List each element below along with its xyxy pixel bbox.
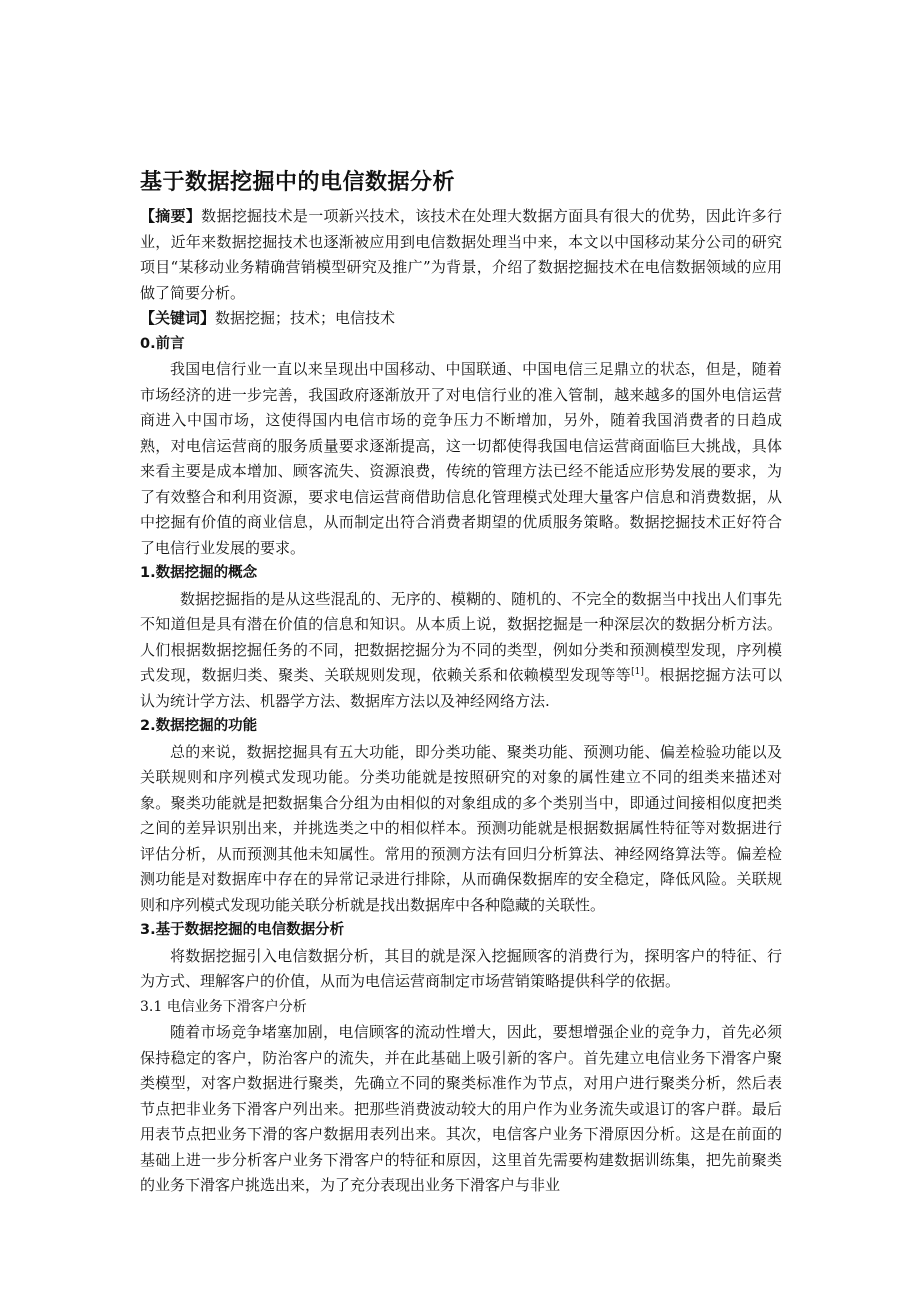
section-heading-analysis: 3.基于数据挖掘的电信数据分析 — [140, 922, 345, 938]
paragraph-concept — [140, 587, 782, 715]
paragraph-function: 总的来说，数据挖掘具有五大功能，即分类功能、聚类功能、预测功能、偏差检验功能以及关联规则和序列模式发现功能。分类功能就是按照研究的对象的属性建立不同的组类来描述对象。聚类功能就是把数据集合分组为由相似的对象组成的多个类别当中，即通过间接相似度把类之间的差异识别出来，并挑选类之中的相似样本。预测功能就是根据数据属性特征等对数据进行评估分析，从而预测其他未知属性。常用的预测方法有回归分析算法、神经网络算法等。偏差检测功能是对数据库中存在的异常记录进行排除，从而确保数据库的安全稳定，降低风险。关联规则和序列模式发现功能关联分析就是找出数据库中各种隐藏的关联性。 — [140, 742, 782, 914]
concept-text-tail: 。根据挖掘方法可以认为统计学方法、机器学方法、数据库方法以及神经网络方法. — [140, 666, 782, 710]
paragraph-analysis: 将数据挖掘引入电信数据分析，其目的就是深入挖掘顾客的消费行为，探明客户的特征、行为方式、理解客户的价值，从而为电信运营商制定市场营销策略提供科学的依据。 — [140, 946, 782, 990]
abstract-label: 【摘要】 — [140, 207, 202, 225]
keywords-paragraph — [140, 306, 782, 332]
paragraph-preface: 我国电信行业一直以来呈现出中国移动、中国联通、中国电信三足鼎立的状态，但是，随着市场经济的进一步完善，我国政府逐渐放开了对电信行业的准入管制，越来越多的国外电信运营商进入中国市场，这使得国内电信市场的竞争压力不断增加，另外，随着我国消费者的日趋成熟，对电信运营商的服务质量要求逐渐提高，这一切都使得我国电信运营商面临巨大挑战，具体来看主要是成本增加、顾客流失、资源浪费，传统的管理方法已经不能适应形势发展的要求，为了有效整合和利用资源，要求电信运营商借助信息化管理模式处理大量客户信息和消费数据，从中挖掘有价值的商业信息，从而制定出符合消费者期望的优质服务策略。数据挖掘技术正好符合了电信行业发展的要求。 — [140, 360, 782, 557]
page-title: 基于数据挖掘中的电信数据分析 — [140, 170, 456, 195]
section-heading-concept: 1.数据挖掘的概念 — [140, 565, 258, 581]
concept-text: 数据挖掘指的是从这些混乱的、无序的、模糊的、随机的、不完全的数据当中找出人们事先不知道但是具有潜在价值的信息和知识。从本质上说，数据挖掘是一种深层次的数据分析方法。人们根据数据挖掘任务的不同，把数据挖掘分为不同的类型，例如分类和预测模型发现，序列模式发现，数据归类、聚类、关联规则发现，依赖关系和依赖模型发现等等 — [140, 589, 782, 684]
abstract-text: 数据挖掘技术是一项新兴技术，该技术在处理大数据方面具有很大的优势，因此许多行业，近年来数据挖掘技术也逐渐被应用到电信数据处理当中来，本文以中国移动某分公司的研究项目“某移动业务精确营销模型研究及推广”为背景，介绍了数据挖掘技术在电信数据领域的应用做了简要分析。 — [140, 207, 782, 302]
keywords-label: 【关键词】 — [140, 309, 216, 327]
document-page — [140, 168, 782, 1199]
keywords-text: 数据挖掘；技术；电信技术 — [215, 309, 396, 327]
subsection-heading-decline: 3.1 电信业务下滑客户分析 — [140, 998, 307, 1015]
abstract-paragraph — [140, 204, 782, 306]
section-heading-function: 2.数据挖掘的功能 — [140, 718, 258, 734]
section-heading-preface: 0.前言 — [140, 335, 185, 352]
citation-ref: [1] — [631, 667, 644, 677]
paragraph-decline: 随着市场竞争堵塞加剧，电信顾客的流动性增大，因此，要想增强企业的竞争力，首先必须保持稳定的客户，防治客户的流失，并在此基础上吸引新的客户。首先建立电信业务下滑客户聚类模型，对客户数据进行聚类，先确立不同的聚类标准作为节点，对用户进行聚类分析，然后表节点把非业务下滑客户列出来。把那些消费波动较大的用户作为业务流失或退订的客户群。最后用表节点把业务下滑的客户数据用表列出来。其次，电信客户业务下滑原因分析。这是在前面的基础上进一步分析客户业务下滑客户的特征和原因，这里首先需要构建数据训练集，把先前聚类的业务下滑客户挑选出来，为了充分表现出业务下滑客户与非业 — [140, 1023, 782, 1194]
